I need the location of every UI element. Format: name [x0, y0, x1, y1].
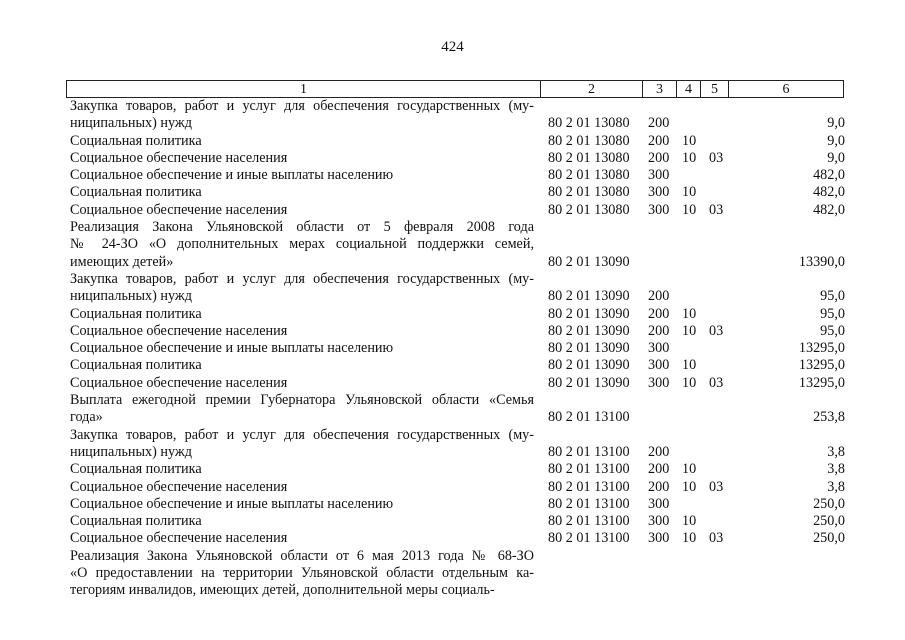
header-col-6: 6 — [782, 82, 790, 97]
table-row — [70, 133, 845, 150]
row-amount: 9,0 — [827, 149, 845, 166]
row-code: 80 2 01 13080 — [548, 132, 630, 149]
row-col-3: 200 — [648, 461, 670, 478]
row-col-5: 03 — [709, 322, 724, 339]
row-amount: 250,0 — [813, 513, 845, 530]
row-col-3: 300 — [648, 340, 670, 357]
row-col-5: 03 — [709, 530, 724, 547]
row-name: Социальное обеспечение населения — [70, 530, 288, 547]
row-amount: 13295,0 — [798, 340, 845, 357]
row-col-4: 10 — [682, 374, 697, 391]
table-row — [70, 340, 845, 357]
row-col-3: 300 — [648, 201, 670, 218]
row-amount: 13390,0 — [798, 253, 845, 270]
row-name: Социальное обеспечение и иные выплаты населению — [70, 167, 394, 184]
row-amount: 482,0 — [813, 184, 845, 201]
table-row — [70, 167, 845, 184]
row-col-3: 200 — [648, 115, 670, 132]
row-col-3: 300 — [648, 167, 670, 184]
row-name: Выплата ежегодной премии Губернатора Ульяновской области «Семья года» — [70, 392, 534, 426]
row-name: Социальная политика — [70, 357, 202, 374]
row-code: 80 2 01 13080 — [548, 167, 630, 184]
row-col-3: 300 — [648, 513, 670, 530]
table-row — [70, 461, 845, 478]
table-row — [70, 496, 845, 513]
table-row — [70, 548, 845, 600]
row-name: Социальное обеспечение населения — [70, 374, 288, 391]
row-col-4: 10 — [682, 305, 697, 322]
row-code: 80 2 01 13080 — [548, 184, 630, 201]
row-col-4: 10 — [682, 461, 697, 478]
row-amount: 3,8 — [827, 478, 845, 495]
row-col-3: 200 — [648, 478, 670, 495]
table-row — [70, 306, 845, 323]
row-amount: 95,0 — [820, 305, 845, 322]
table-row — [70, 202, 845, 219]
row-code: 80 2 01 13090 — [548, 305, 630, 322]
row-col-3: 200 — [648, 149, 670, 166]
row-col-3: 300 — [648, 374, 670, 391]
header-col-3: 3 — [643, 81, 677, 97]
header-col-2: 2 — [541, 81, 643, 97]
table-row — [70, 513, 845, 530]
row-name: Социальное обеспечение населения — [70, 478, 288, 495]
table-row — [70, 392, 845, 427]
row-code: 80 2 01 13100 — [548, 443, 630, 460]
row-amount: 9,0 — [827, 115, 845, 132]
row-name: Социальное обеспечение и иные выплаты населению — [70, 340, 394, 357]
row-col-5: 03 — [709, 374, 724, 391]
row-amount: 13295,0 — [798, 357, 845, 374]
row-col-5: 03 — [709, 201, 724, 218]
header-col-5: 5 — [701, 81, 729, 97]
row-name: Реализация Закона Ульяновской области от 6 мая 2013 года № 68-ЗО «О предоставлении на территории Ульяновской области отдельным ка- тегориям инвалидов, имеющих детей, дополнительной меры социаль- — [70, 547, 534, 599]
table-row — [70, 184, 845, 201]
row-name: Социальное обеспечение населения — [70, 322, 288, 339]
row-col-3: 300 — [648, 357, 670, 374]
table-row — [70, 150, 845, 167]
row-code: 80 2 01 13100 — [548, 513, 630, 530]
row-code: 80 2 01 13090 — [548, 357, 630, 374]
row-code: 80 2 01 13100 — [548, 409, 630, 426]
table-row — [70, 219, 845, 271]
row-name: Закупка товаров, работ и услуг для обеспечения государственных (му- ниципальных) нужд — [70, 270, 534, 305]
row-name: Закупка товаров, работ и услуг для обеспечения государственных (му- ниципальных) нужд — [70, 426, 534, 460]
table-header — [66, 80, 844, 98]
row-code: 80 2 01 13090 — [548, 288, 630, 305]
row-name: Социальное обеспечение и иные выплаты населению — [70, 495, 394, 512]
row-col-4: 10 — [682, 478, 697, 495]
row-col-3: 300 — [648, 495, 670, 512]
row-col-3: 200 — [648, 288, 670, 305]
page-number: 424 — [441, 39, 464, 55]
row-code: 80 2 01 13080 — [548, 115, 630, 132]
table-row — [70, 375, 845, 392]
row-amount: 95,0 — [820, 322, 845, 339]
table-body — [70, 98, 845, 600]
row-amount: 482,0 — [813, 201, 845, 218]
row-col-4: 10 — [682, 322, 697, 339]
row-col-4: 10 — [682, 149, 697, 166]
row-name: Социальная политика — [70, 132, 202, 149]
row-col-5: 03 — [709, 149, 724, 166]
row-code: 80 2 01 13090 — [548, 374, 630, 391]
row-name: Социальная политика — [70, 305, 202, 322]
row-col-3: 300 — [648, 184, 670, 201]
row-name: Социальная политика — [70, 513, 202, 530]
table-row — [70, 323, 845, 340]
row-name: Социальная политика — [70, 461, 202, 478]
row-name: Социальная политика — [70, 184, 202, 201]
row-code: 80 2 01 13100 — [548, 495, 630, 512]
row-code: 80 2 01 13080 — [548, 201, 630, 218]
row-amount: 482,0 — [813, 167, 845, 184]
row-amount: 95,0 — [820, 288, 845, 305]
row-code: 80 2 01 13090 — [548, 340, 630, 357]
header-col-4: 4 — [677, 81, 701, 97]
row-col-5: 03 — [709, 478, 724, 495]
row-col-3: 300 — [648, 530, 670, 547]
row-code: 80 2 01 13100 — [548, 530, 630, 547]
row-amount: 3,8 — [827, 443, 845, 460]
row-amount: 9,0 — [827, 132, 845, 149]
table-row — [70, 427, 845, 462]
row-amount: 13295,0 — [798, 374, 845, 391]
row-col-4: 10 — [682, 357, 697, 374]
table-row — [70, 271, 845, 306]
row-amount: 253,8 — [813, 409, 845, 426]
row-col-3: 200 — [648, 443, 670, 460]
row-code: 80 2 01 13100 — [548, 478, 630, 495]
row-name: Социальное обеспечение населения — [70, 201, 288, 218]
table-row — [70, 479, 845, 496]
row-name: Социальное обеспечение населения — [70, 149, 288, 166]
header-col-1: 1 — [67, 81, 541, 97]
row-amount: 250,0 — [813, 530, 845, 547]
table-row — [70, 98, 845, 133]
row-code: 80 2 01 13080 — [548, 149, 630, 166]
table-row — [70, 357, 845, 374]
row-col-3: 200 — [648, 305, 670, 322]
row-col-4: 10 — [682, 201, 697, 218]
row-name: Закупка товаров, работ и услуг для обеспечения государственных (му- ниципальных) нужд — [70, 98, 534, 132]
row-amount: 3,8 — [827, 461, 845, 478]
row-col-4: 10 — [682, 513, 697, 530]
row-col-4: 10 — [682, 184, 697, 201]
row-col-4: 10 — [682, 530, 697, 547]
row-col-3: 200 — [648, 132, 670, 149]
row-code: 80 2 01 13090 — [548, 253, 630, 270]
row-amount: 250,0 — [813, 495, 845, 512]
row-col-3: 200 — [648, 322, 670, 339]
row-col-4: 10 — [682, 132, 697, 149]
row-code: 80 2 01 13100 — [548, 461, 630, 478]
row-name: Реализация Закона Ульяновской области от 5 февраля 2008 года № 24-ЗО «О дополнительных мерах социальной поддержки семей, имеющих детей» — [70, 219, 534, 270]
row-code: 80 2 01 13090 — [548, 322, 630, 339]
table-row — [70, 530, 845, 547]
